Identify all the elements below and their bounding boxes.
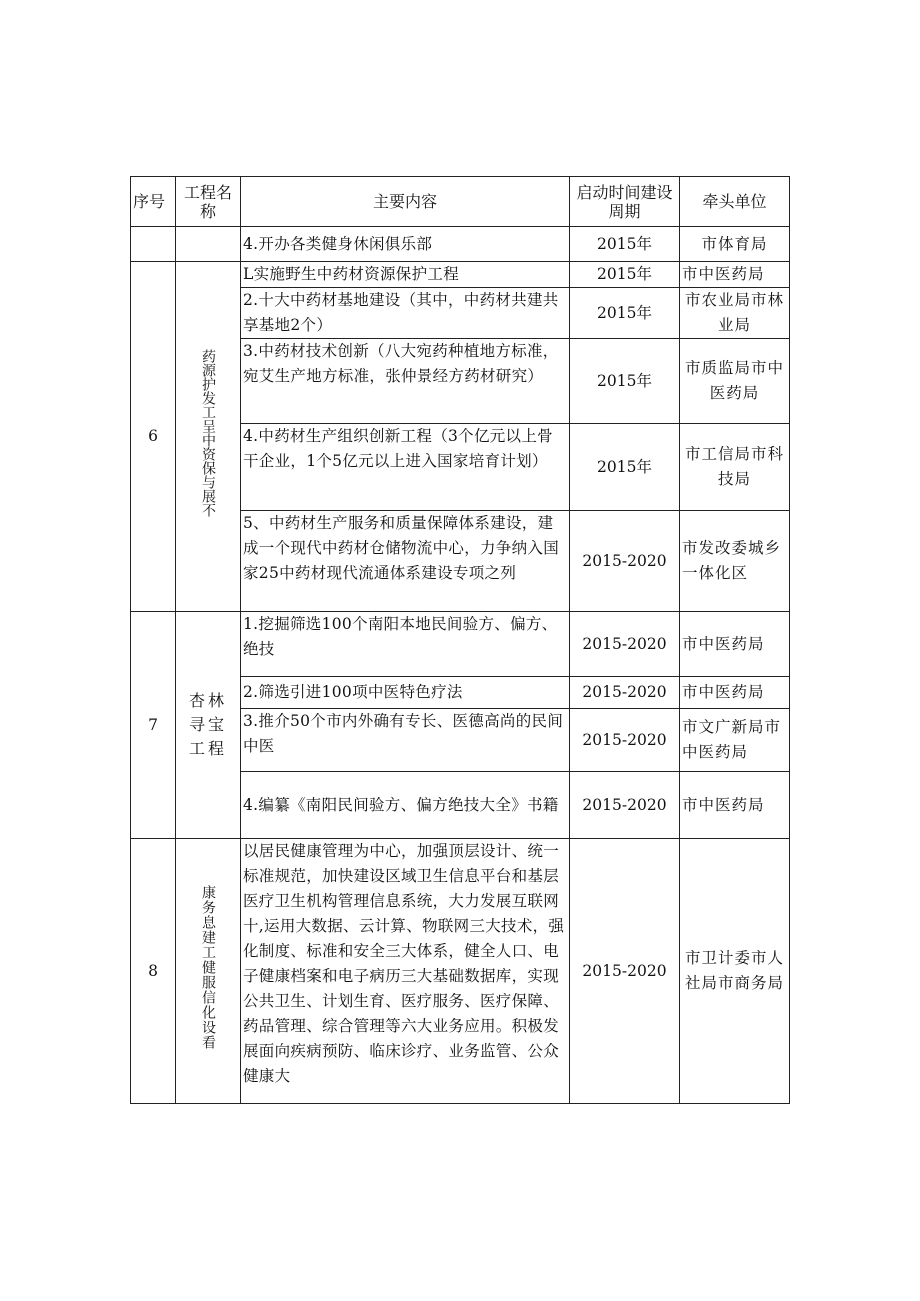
content-cell: 4.开办各类健身休闲俱乐部: [241, 227, 570, 262]
name-cell: [176, 227, 241, 262]
header-unit: 牵头单位: [680, 177, 790, 227]
project-name: 杏林寻宝工程: [188, 690, 227, 758]
unit-cell: 市工信局市科技局: [680, 424, 790, 511]
content-cell: 3.中药材技术创新（八大宛药种植地方标准，宛艾生产地方标准，张仲景经方药材研究）: [241, 339, 570, 424]
unit-cell: 市中医药局: [680, 262, 790, 288]
content-cell: 1.挖掘筛选100个南阳本地民间验方、偏方、绝技: [241, 612, 570, 677]
seq-cell: 6: [131, 262, 176, 612]
unit-cell: 市文广新局市中医药局: [680, 709, 790, 772]
unit-cell: 市中医药局: [680, 772, 790, 839]
content-cell: 以居民健康管理为中心，加强顶层设计、统一标准规范，加快建设区域卫生信息平台和基层医疗卫生机构管理信息系统，大力发展互联网十,运用大数据、云计算、物联网三大技术，强化制度、标准和安全三大体系，健全人口、电子健康档案和电子病历三大基础数据库，实现公共卫生、计划生育、医疗服务、医疗保障、药品管理、综合管理等六大业务应用。积极发展面向疾病预防、临床诊疗、业务监管、公众健康大: [241, 839, 570, 1104]
seq-cell: 7: [131, 612, 176, 839]
content-cell: 5、中药材生产服务和质量保障体系建设，建成一个现代中药材仓储物流中心，力争纳入国家25中药材现代流通体系建设专项之列: [241, 511, 570, 612]
time-cell: 2015年: [570, 288, 680, 339]
time-cell: 2015年: [570, 424, 680, 511]
unit-cell: 市中医药局: [680, 612, 790, 677]
project-name-vertical: 药源护发工呈中资保与展不: [200, 348, 216, 517]
seq-cell: 8: [131, 839, 176, 1104]
time-cell: 2015-2020: [570, 709, 680, 772]
table-row: [131, 839, 790, 1104]
unit-cell: 市发改委城乡一体化区: [680, 511, 790, 612]
table-row: [131, 262, 790, 288]
header-seq: 序号: [131, 177, 176, 227]
content-cell: 3.推介50个市内外确有专长、医德高尚的民间中医: [241, 709, 570, 772]
time-cell: 2015-2020: [570, 772, 680, 839]
table-row: [131, 612, 790, 677]
header-row: [131, 177, 790, 227]
time-cell: 2015年: [570, 227, 680, 262]
unit-cell: 市质监局市中医药局: [680, 339, 790, 424]
unit-cell: 市体育局: [680, 227, 790, 262]
unit-cell: 市卫计委市人社局市商务局: [680, 839, 790, 1104]
content-cell: 4.中药材生产组织创新工程（3个亿元以上骨干企业，1个5亿元以上进入国家培育计划）: [241, 424, 570, 511]
project-name-vertical: 康务息建工健服信化设看: [200, 884, 216, 1050]
unit-cell: 市中医药局: [680, 677, 790, 709]
table-row: [131, 227, 790, 262]
name-cell: [176, 839, 241, 1104]
time-cell: 2015-2020: [570, 677, 680, 709]
header-name: 工程名称: [176, 177, 241, 227]
time-cell: 2015-2020: [570, 839, 680, 1104]
content-cell: 2.筛选引进100项中医特色疗法: [241, 677, 570, 709]
unit-cell: 市农业局市林业局: [680, 288, 790, 339]
name-cell: [176, 612, 241, 839]
content-cell: L实施野生中药材资源保护工程: [241, 262, 570, 288]
header-time: 启动时间建设周期: [570, 177, 680, 227]
project-table: [130, 176, 790, 1104]
content-cell: 4.编纂《南阳民间验方、偏方绝技大全》书籍: [241, 772, 570, 839]
content-cell: 2.十大中药材基地建设（其中，中药材共建共享基地2个）: [241, 288, 570, 339]
time-cell: 2015年: [570, 339, 680, 424]
time-cell: 2015年: [570, 262, 680, 288]
header-content: 主要内容: [241, 177, 570, 227]
time-cell: 2015-2020: [570, 511, 680, 612]
name-cell: [176, 262, 241, 612]
time-cell: 2015-2020: [570, 612, 680, 677]
seq-cell: [131, 227, 176, 262]
